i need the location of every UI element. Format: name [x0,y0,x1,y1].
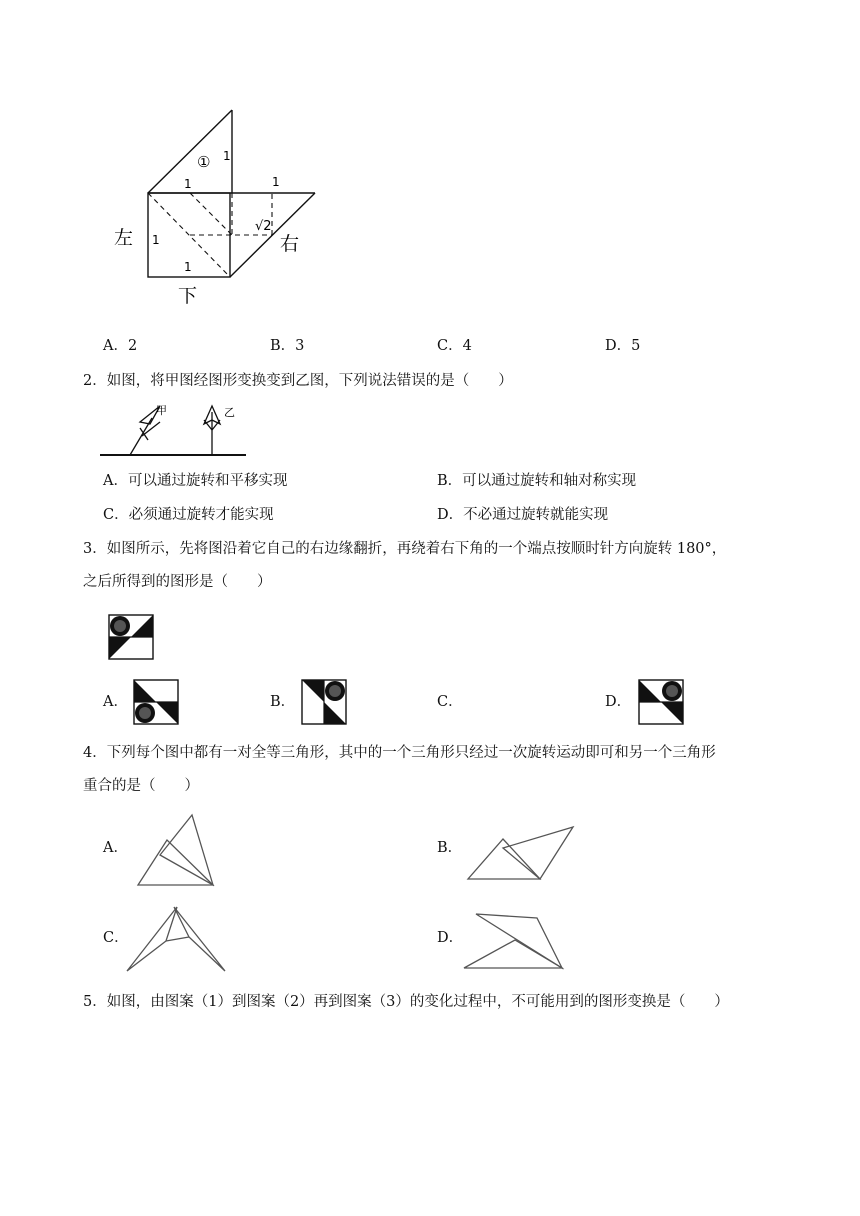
label-jia: 甲 [156,404,167,417]
q3-stem-line2: 之后所得到的图形是（ ） [83,574,272,590]
q5-stem: 5．如图，由图案（1）到图案（2）再到图案（3）的变化过程中，不可能用到的图形变换是（ ） [83,994,729,1010]
q2-option-d[interactable]: D．不必通过旋转就能实现 [437,507,609,523]
label-sqrt2: √2 [255,219,272,234]
label-right: 右 [280,233,300,255]
label-1-tri-side: 1 [223,149,231,163]
q3-option-a-figure[interactable] [133,679,179,725]
q4-option-a-figure[interactable] [130,810,225,890]
q2-option-c[interactable]: C．必须通过旋转才能实现 [103,507,274,523]
q4-stem-line1: 4．下列每个图中都有一对全等三角形，其中的一个三角形只经过一次旋转运动即可和另一个三角形 [83,745,716,761]
q3-option-b[interactable]: B． [270,694,296,710]
q3-stem-line1: 3．如图所示，先将图沿着它自己的右边缘翻折，再绕着右下角的一个端点按顺时针方向旋转 180°， [83,541,727,557]
label-bottom: 下 [178,285,198,307]
q4-option-b[interactable]: B． [437,840,463,856]
q2-stem: 2．如图，将甲图经图形变换变到乙图，下列说法错误的是（ ） [83,373,513,389]
label-1-top-left: 1 [184,177,192,191]
q1-option-a[interactable]: A．2 [103,338,138,354]
q2-option-a[interactable]: A．可以通过旋转和平移实现 [103,473,288,489]
q2-figure [100,400,250,460]
q3-option-a[interactable]: A． [103,694,128,710]
label-1-bottom: 1 [184,260,192,274]
q1-option-c[interactable]: C．4 [437,338,472,354]
label-1-top-right: 1 [272,175,280,189]
q1-folding-figure [100,100,340,310]
q4-option-d[interactable]: D． [437,930,464,946]
q3-original-figure [108,614,154,660]
q4-option-a[interactable]: A． [103,840,128,856]
q4-option-c-figure[interactable] [124,903,229,975]
label-circle-one: ① [197,153,211,171]
q3-option-d-figure[interactable] [638,679,684,725]
q4-option-b-figure[interactable] [463,823,578,883]
q3-option-b-figure[interactable] [301,679,347,725]
label-left: 左 [114,227,134,249]
q3-option-d[interactable]: D． [605,694,632,710]
q1-option-d[interactable]: D．5 [605,338,641,354]
q4-option-d-figure[interactable] [460,910,568,972]
q4-stem-line2: 重合的是（ ） [83,778,199,794]
q2-option-b[interactable]: B．可以通过旋转和轴对称实现 [437,473,637,489]
q1-option-b[interactable]: B．3 [270,338,305,354]
q4-option-c[interactable]: C． [103,930,129,946]
label-yi: 乙 [224,406,235,419]
label-1-left-side: 1 [152,233,160,247]
q3-option-c[interactable]: C． [437,694,463,710]
